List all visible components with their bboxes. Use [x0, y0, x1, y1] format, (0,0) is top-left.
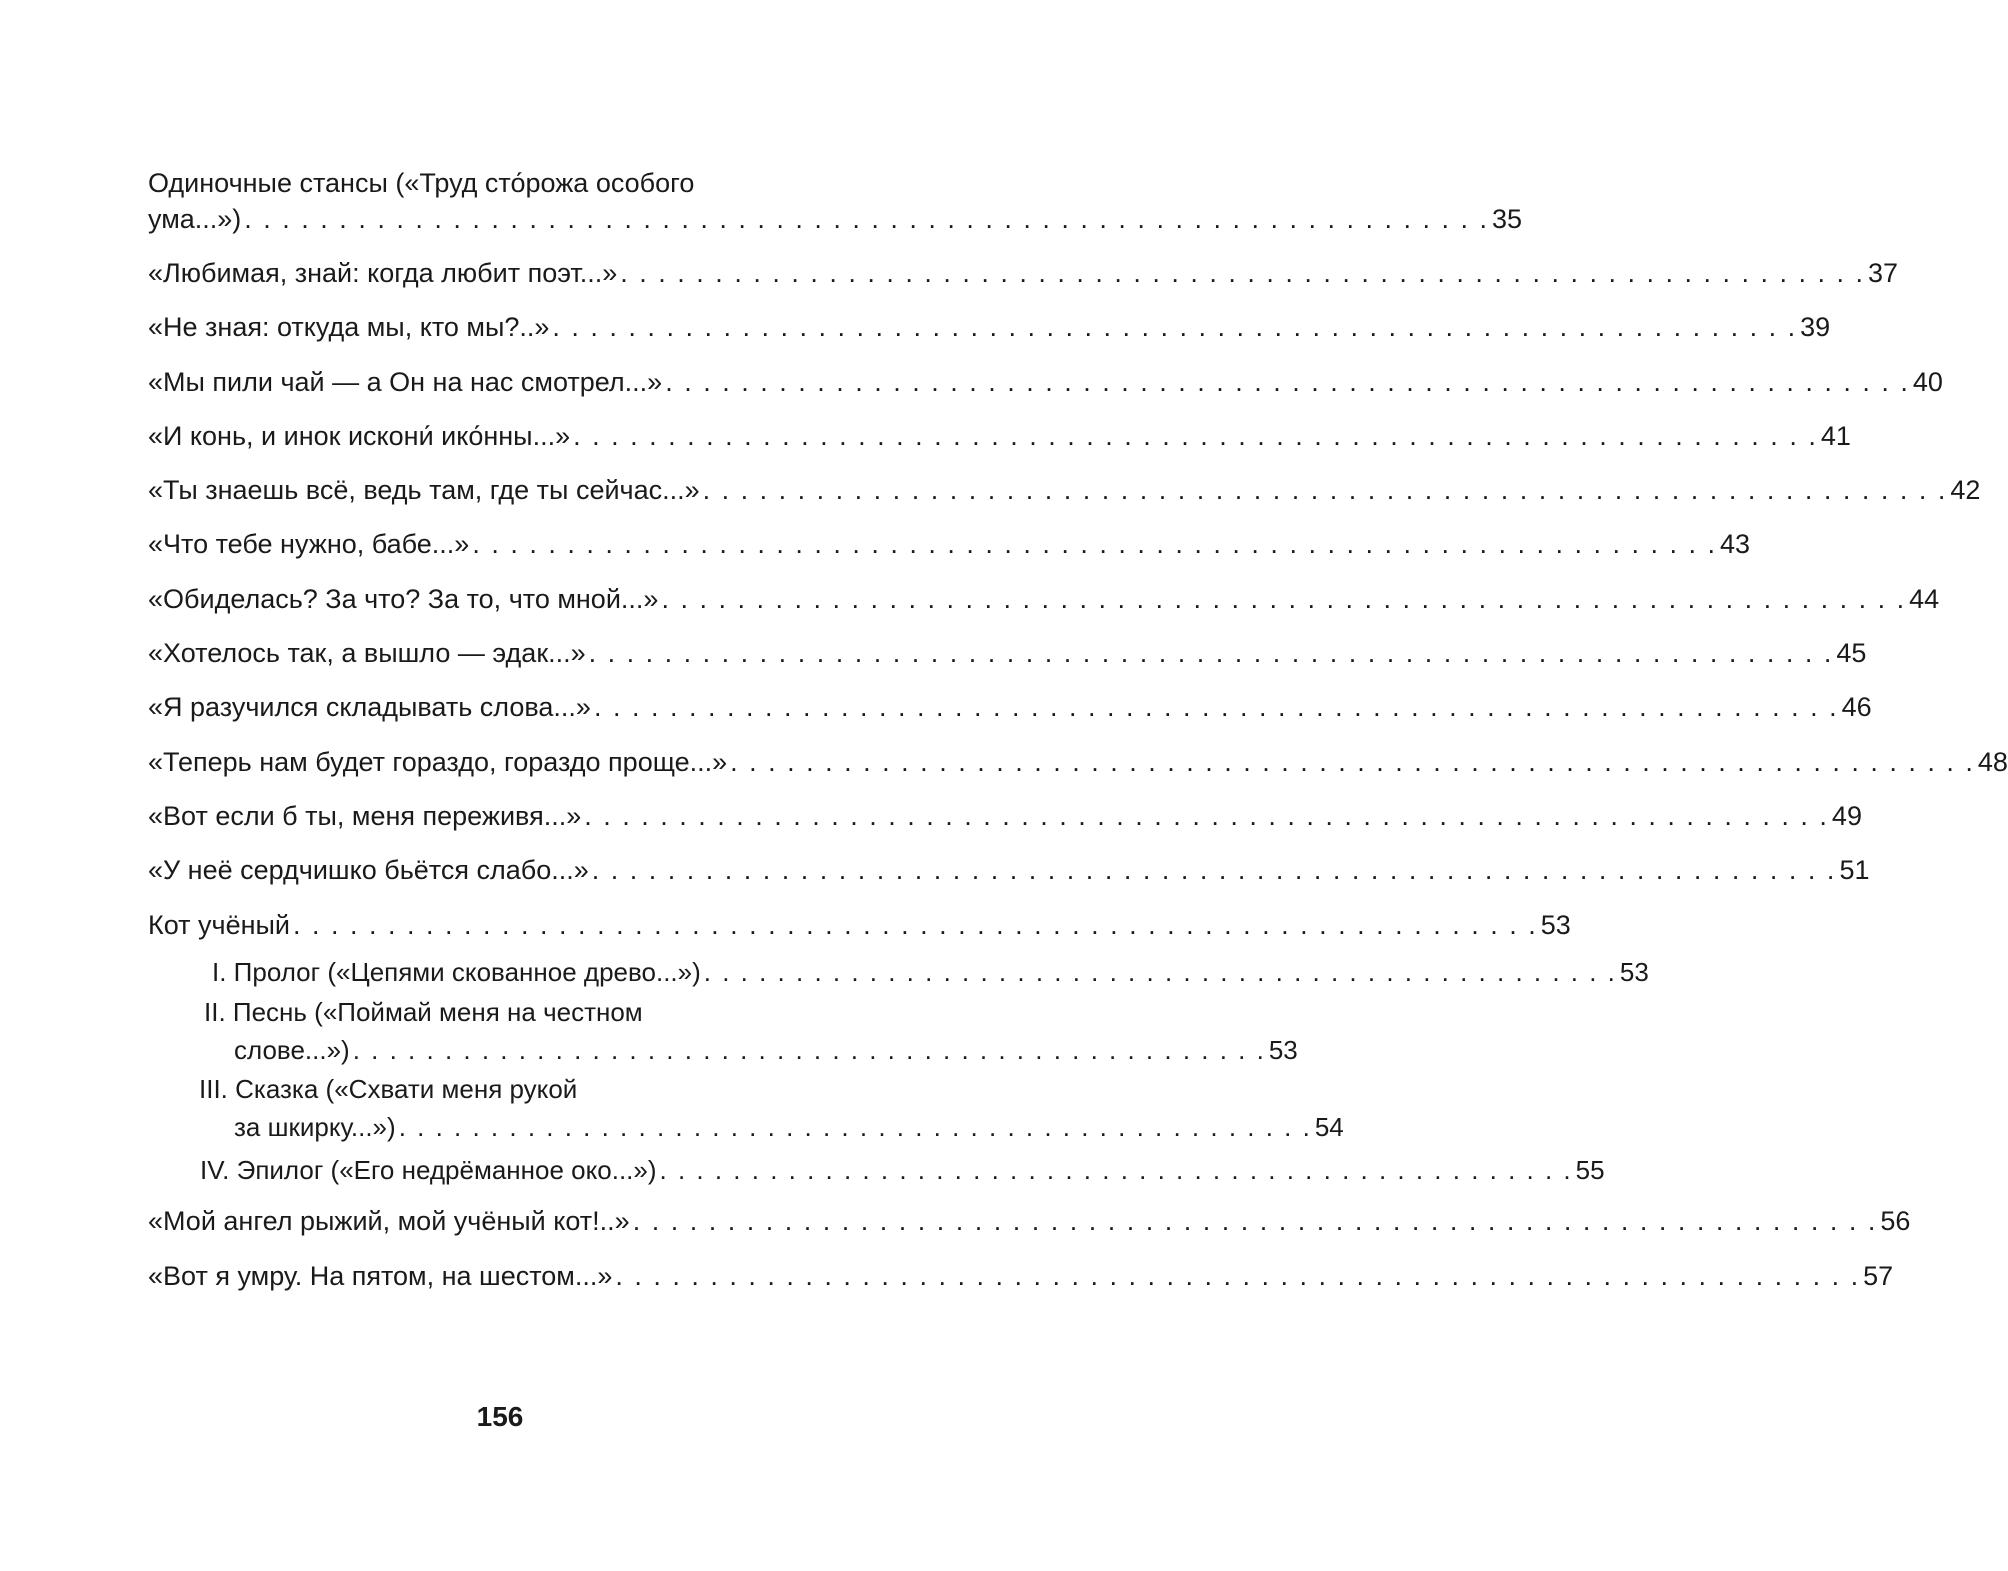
page-number: 156	[476, 1401, 524, 1432]
toc-entry[interactable]	[148, 687, 1872, 727]
toc-entry[interactable]	[148, 905, 1571, 945]
toc-page-number: 37	[1868, 258, 1899, 288]
leader-dots: . . . . . . . . . . . . . . . . . . . . . . . . . . . . . . . . . . . . . . . . . . . . . . . . . . . . . . . . . . . . . . . . . .	[293, 910, 1538, 940]
toc-entry[interactable]	[148, 742, 2008, 782]
toc-entry[interactable]	[148, 362, 1943, 402]
toc-entry-title: «Вот если б ты, меня переживя...»	[148, 801, 582, 831]
toc-entry-title: «Теперь нам будет гораздо, гораздо проще...»	[148, 747, 728, 777]
leader-dots: . . . . . . . . . . . . . . . . . . . . . . . . . . . . . . . . . . . . . . . . . . . . . . . . . . . . . . . . . . . . . . . . . .	[632, 1206, 1878, 1236]
leader-dots: . . . . . . . . . . . . . . . . . . . . . . . . . . . . . . . . . . . . . . . . . . . . . . . . . . . . . . . . . . . . . . . . . .	[665, 367, 1910, 397]
toc-entry-title: слове...»)	[234, 1035, 350, 1065]
toc-entry-title: «Мой ангел рыжий, мой учёный кот!..»	[148, 1206, 630, 1236]
toc-entry[interactable]	[148, 796, 1862, 836]
toc-entry-title: «Любимая, знай: когда любит поэт...»	[148, 258, 618, 288]
toc-entry-title: II. Песнь («Поймай меня на честном	[204, 997, 643, 1027]
leader-dots: . . . . . . . . . . . . . . . . . . . . . . . . . . . . . . . . . . . . . . . . . . . . . . . . . . . . . . . . . . . . . . . . . .	[584, 801, 1829, 831]
leader-dots: . . . . . . . . . . . . . . . . . . . . . . . . . . . . . . . . . . . . . . . . . . . . . . . . . .	[659, 1155, 1573, 1185]
toc-entry[interactable]	[148, 470, 1981, 510]
toc-page-number: 55	[1575, 1155, 1605, 1185]
toc-subentry[interactable]	[200, 1150, 1605, 1190]
toc-page-number: 56	[1880, 1206, 1911, 1236]
toc-entry[interactable]	[148, 307, 1831, 347]
toc-entry[interactable]	[148, 524, 1751, 564]
toc-entry-title: «Вот я умру. На пятом, на шестом...»	[148, 1261, 613, 1291]
toc-page-number: 41	[1820, 421, 1851, 451]
toc-entry-title: Кот учёный	[148, 910, 291, 940]
toc-entry-title: «Обиделась? За что? За то, что мной...»	[148, 584, 659, 614]
toc-page-number: 35	[1492, 204, 1523, 234]
toc-entry-title: «У неё сердчишко бьётся слабо...»	[148, 855, 589, 885]
toc-page-number: 51	[1839, 855, 1870, 885]
toc-page-number: 46	[1841, 692, 1872, 722]
toc-entry-title: «Не зная: откуда мы, кто мы?..»	[148, 312, 550, 342]
toc-entry[interactable]	[148, 1201, 1911, 1241]
leader-dots: . . . . . . . . . . . . . . . . . . . . . . . . . . . . . . . . . . . . . . . . . . . . . . . . . .	[352, 1035, 1266, 1065]
leader-dots: . . . . . . . . . . . . . . . . . . . . . . . . . . . . . . . . . . . . . . . . . . . . . . . . . . . . . . . . . . . . . . . . . .	[591, 855, 1837, 885]
leader-dots: . . . . . . . . . . . . . . . . . . . . . . . . . . . . . . . . . . . . . . . . . . . . . . . . . . . . . . . . . . . . . . . . . .	[552, 312, 1798, 342]
leader-dots: . . . . . . . . . . . . . . . . . . . . . . . . . . . . . . . . . . . . . . . . . . . . . . . . . . . . . . . . . . . . . . . . . .	[573, 421, 1818, 451]
toc-page-number: 54	[1314, 1112, 1344, 1142]
toc-entry-title: «Ты знаешь всё, ведь там, где ты сейчас...»	[148, 475, 700, 505]
toc-entry-title: I. Пролог («Цепями скованное древо...»)	[212, 957, 701, 987]
toc-page-number: 53	[1268, 1035, 1298, 1065]
toc-page-number: 57	[1863, 1261, 1894, 1291]
toc-entry[interactable]	[148, 850, 1870, 890]
leader-dots: . . . . . . . . . . . . . . . . . . . . . . . . . . . . . . . . . . . . . . . . . . . . . . . . . .	[703, 957, 1617, 987]
toc-entry[interactable]	[148, 253, 1899, 293]
toc-page-number: 39	[1800, 312, 1831, 342]
toc-entry-title: Одиночные стансы («Труд сто́рожа особого	[148, 168, 695, 198]
toc-entry-title: «И конь, и инок искони́ ико́нны...»	[148, 421, 571, 451]
toc-entry[interactable]	[148, 579, 1940, 619]
leader-dots: . . . . . . . . . . . . . . . . . . . . . . . . . . . . . . . . . . . . . . . . . . . . . . . . . . . . . . . . . . . . . . . . . .	[702, 475, 1948, 505]
toc-subentry[interactable]	[234, 1107, 1344, 1147]
toc-page-number: 48	[1977, 747, 2008, 777]
toc-entry-title-line1	[148, 163, 845, 203]
toc-entry[interactable]	[148, 416, 1851, 456]
toc-entry-title: «Мы пили чай — а Он на нас смотрел...»	[148, 367, 663, 397]
leader-dots: . . . . . . . . . . . . . . . . . . . . . . . . . . . . . . . . . . . . . . . . . . . . . . . . . . . . . . . . . . . . . . . . . .	[730, 747, 1975, 777]
leader-dots: . . . . . . . . . . . . . . . . . . . . . . . . . . . . . . . . . . . . . . . . . . . . . . . . . . . . . . . . . . . . . . . . . .	[661, 584, 1907, 614]
toc-subentry[interactable]	[234, 1030, 1298, 1070]
toc-page-number: 40	[1912, 367, 1943, 397]
toc-entry-title: ума...»)	[148, 204, 242, 234]
leader-dots: . . . . . . . . . . . . . . . . . . . . . . . . . . . . . . . . . . . . . . . . . . . . . . . . . . . . . . . . . . . . . . . . . .	[588, 638, 1834, 668]
toc-entry-title: IV. Эпилог («Его недрёманное око...»)	[200, 1155, 657, 1185]
leader-dots: . . . . . . . . . . . . . . . . . . . . . . . . . . . . . . . . . . . . . . . . . . . . . . . . . .	[398, 1112, 1312, 1142]
toc-entry[interactable]	[148, 199, 1523, 239]
toc-page-number: 44	[1909, 584, 1940, 614]
toc-page-number: 43	[1720, 529, 1751, 559]
toc-entry-title: за шкирку...»)	[234, 1112, 396, 1142]
toc-entry[interactable]	[148, 1256, 1894, 1296]
leader-dots: . . . . . . . . . . . . . . . . . . . . . . . . . . . . . . . . . . . . . . . . . . . . . . . . . . . . . . . . . . . . . . . . . .	[615, 1261, 1861, 1291]
toc-page-number: 45	[1836, 638, 1867, 668]
leader-dots: . . . . . . . . . . . . . . . . . . . . . . . . . . . . . . . . . . . . . . . . . . . . . . . . . . . . . . . . . . . . . . . . . .	[472, 529, 1718, 559]
toc-entry-title: III. Сказка («Схвати меня рукой	[199, 1074, 578, 1104]
toc-entry[interactable]	[148, 633, 1867, 673]
toc-entry-title: «Что тебе нужно, бабе...»	[148, 529, 470, 559]
leader-dots: . . . . . . . . . . . . . . . . . . . . . . . . . . . . . . . . . . . . . . . . . . . . . . . . . . . . . . . . . . . . . . . . . .	[620, 258, 1865, 288]
toc-entry-title: «Я разучился складывать слова...»	[148, 692, 591, 722]
toc-page-number: 42	[1950, 475, 1981, 505]
toc-subentry-title-line1	[204, 992, 845, 1032]
toc-page-number: 49	[1831, 801, 1862, 831]
toc-page-number: 53	[1619, 957, 1649, 987]
toc-entry-title: «Хотелось так, а вышло — эдак...»	[148, 638, 586, 668]
leader-dots: . . . . . . . . . . . . . . . . . . . . . . . . . . . . . . . . . . . . . . . . . . . . . . . . . . . . . . . . . . . . . . . . . .	[593, 692, 1839, 722]
toc-subentry-title-line1	[199, 1069, 845, 1109]
toc-page-number: 53	[1540, 910, 1571, 940]
leader-dots: . . . . . . . . . . . . . . . . . . . . . . . . . . . . . . . . . . . . . . . . . . . . . . . . . . . . . . . . . . . . . . . . . .	[244, 204, 1489, 234]
toc-subentry[interactable]	[212, 952, 1649, 992]
